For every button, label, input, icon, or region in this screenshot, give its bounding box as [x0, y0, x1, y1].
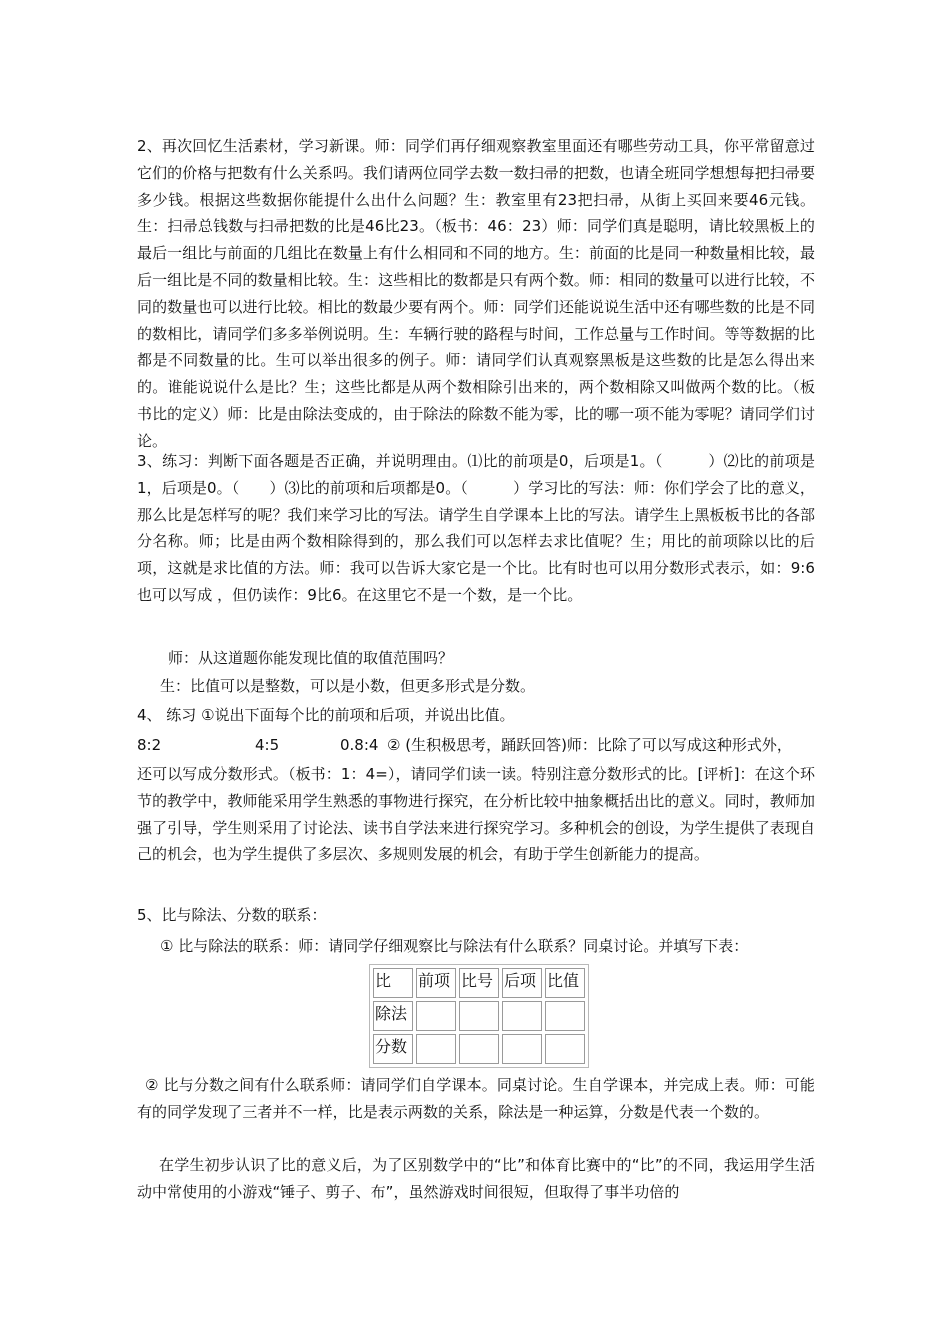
table-cell — [545, 1034, 585, 1064]
table-header-row — [373, 968, 585, 998]
table-header-cell: 比值 — [545, 968, 585, 998]
table-header-cell: 前项 — [416, 968, 456, 998]
ratio-comparison-table — [369, 964, 589, 1068]
paragraph-section-2: 2、再次回忆生活素材，学习新课。师：同学们再仔细观察教室里面还有哪些劳动工具，你平常留意过它们的价格与把数有什么关系吗。我们请两位同学去数一数扫帚的把数，也请全班同学想想每把扫帚要多少钱。根据这些数据你能提什么出什么问题？生：教室里有23把扫帚，从街上买回来要46元钱。生：扫帚总钱数与扫帚把数的比是46比23。（板书：46：23）师：同学们真是聪明，请比较黑板上的最后一组比与前面的几组比在数量上有什么相同和不同的地方。生：前面的比是同一种数量相比较，最后一组比是不同的数量相比较。生：这些相比的数都是只有两个数。师：相同的数量可以进行比较，不同的数量也可以进行比较。相比的数最少要有两个。师：同学们还能说说生活中还有哪些数的比是不同的数相比，请同学们多多举例说明。生：车辆行驶的路程与时间，工作总量与工作时间。等等数据的比都是不同数量的比。生可以举出很多的例子。师：请同学们认真观察黑板是这些数的比是怎么得出来的。谁能说说什么是比？生；这些比都是从两个数相除引出来的，两个数相除又叫做两个数的比。（板书比的定义）师：比是由除法变成的，由于除法的除数不能为零，比的哪一项不能为零呢？请同学们讨论。 — [137, 137, 815, 450]
student-answer: 生：比值可以是整数，可以是小数，但更多形式是分数。 — [160, 677, 536, 695]
table-cell — [502, 1034, 542, 1064]
table-header-cell: 比 — [373, 968, 413, 998]
table-cell — [502, 1001, 542, 1031]
table-cell — [459, 1034, 499, 1064]
table-row-label: 除法 — [373, 1001, 413, 1031]
paragraph-section-3: 3、练习：判断下面各题是否正确，并说明理由。⑴比的前项是0，后项是1。（ ）⑵比的前项是1，后项是0。（ ）⑶比的前项和后项都是0。（ ）学习比的写法：师：你们学会了比的意义，那么比是怎样写的呢？我们来学习比的写法。请学生自学课本上比的写法。请学生上黑板板书比的各部分名称。师；比是由两个数相除得到的，那么我们可以怎样去求比值呢？生；用比的前项除以比的后项，这就是求比值的方法。师：我可以告诉大家它是一个比。比有时也可以用分数形式表示，如：9:6也可以写成 ，但仍读作：9比6。在这里它不是一个数，是一个比。 — [137, 452, 815, 604]
ratio-example: 0.8:4 — [340, 736, 379, 754]
table-cell — [416, 1001, 456, 1031]
table-cell — [459, 1001, 499, 1031]
section-4-title: 4、 练习 ①说出下面每个比的前项和后项，并说出比值。 — [137, 706, 515, 724]
table-cell — [545, 1001, 585, 1031]
table-header-cell: 后项 — [502, 968, 542, 998]
ratio-examples-line — [137, 732, 792, 758]
table-row — [373, 1034, 585, 1064]
teacher-question: 师：从这道题你能发现比值的取值范围吗？ — [168, 649, 454, 667]
table-header-cell: 比号 — [459, 968, 499, 998]
table-row — [373, 1001, 585, 1031]
section-5-item-2: ② 比与分数之间有什么联系师：请同学们自学课本。同桌讨论。生自学课本，并完成上表。师：可能有的同学发现了三者并不一样，比是表示两数的关系，除法是一种运算，分数是代表一个数的。 — [137, 1076, 815, 1121]
ratio-example: 8:2 — [137, 736, 162, 754]
section-5-item-1: ① 比与除法的联系：师：请同学仔细观察比与除法有什么联系？同桌讨论。并填写下表： — [160, 937, 749, 955]
ratio-example: 4:5 — [255, 736, 280, 754]
section-4-body: 还可以写成分数形式。（板书：1：4=），请同学们读一读。特别注意分数形式的比。[评析]：在这个环节的教学中，教师能采用学生熟悉的事物进行探究，在分析比较中抽象概括出比的意义。同时，教师加强了引导，学生则采用了讨论法、读书自学法来进行探究学习。多种机会的创设，为学生提供了表现自己的机会，也为学生提供了多层次、多规则发展的机会，有助于学生创新能力的提高。 — [137, 765, 815, 864]
table-cell — [416, 1034, 456, 1064]
table-row-label: 分数 — [373, 1034, 413, 1064]
section-4-continuation: ② (生积极思考，踊跃回答)师：比除了可以写成这种形式外， — [387, 736, 792, 754]
closing-paragraph: 在学生初步认识了比的意义后，为了区别数学中的“比”和体育比赛中的“比”的不同，我运用学生活动中常使用的小游戏“锤子、剪子、布”，虽然游戏时间很短，但取得了事半功倍的 — [137, 1156, 815, 1201]
section-5-title: 5、比与除法、分数的联系： — [137, 906, 327, 924]
